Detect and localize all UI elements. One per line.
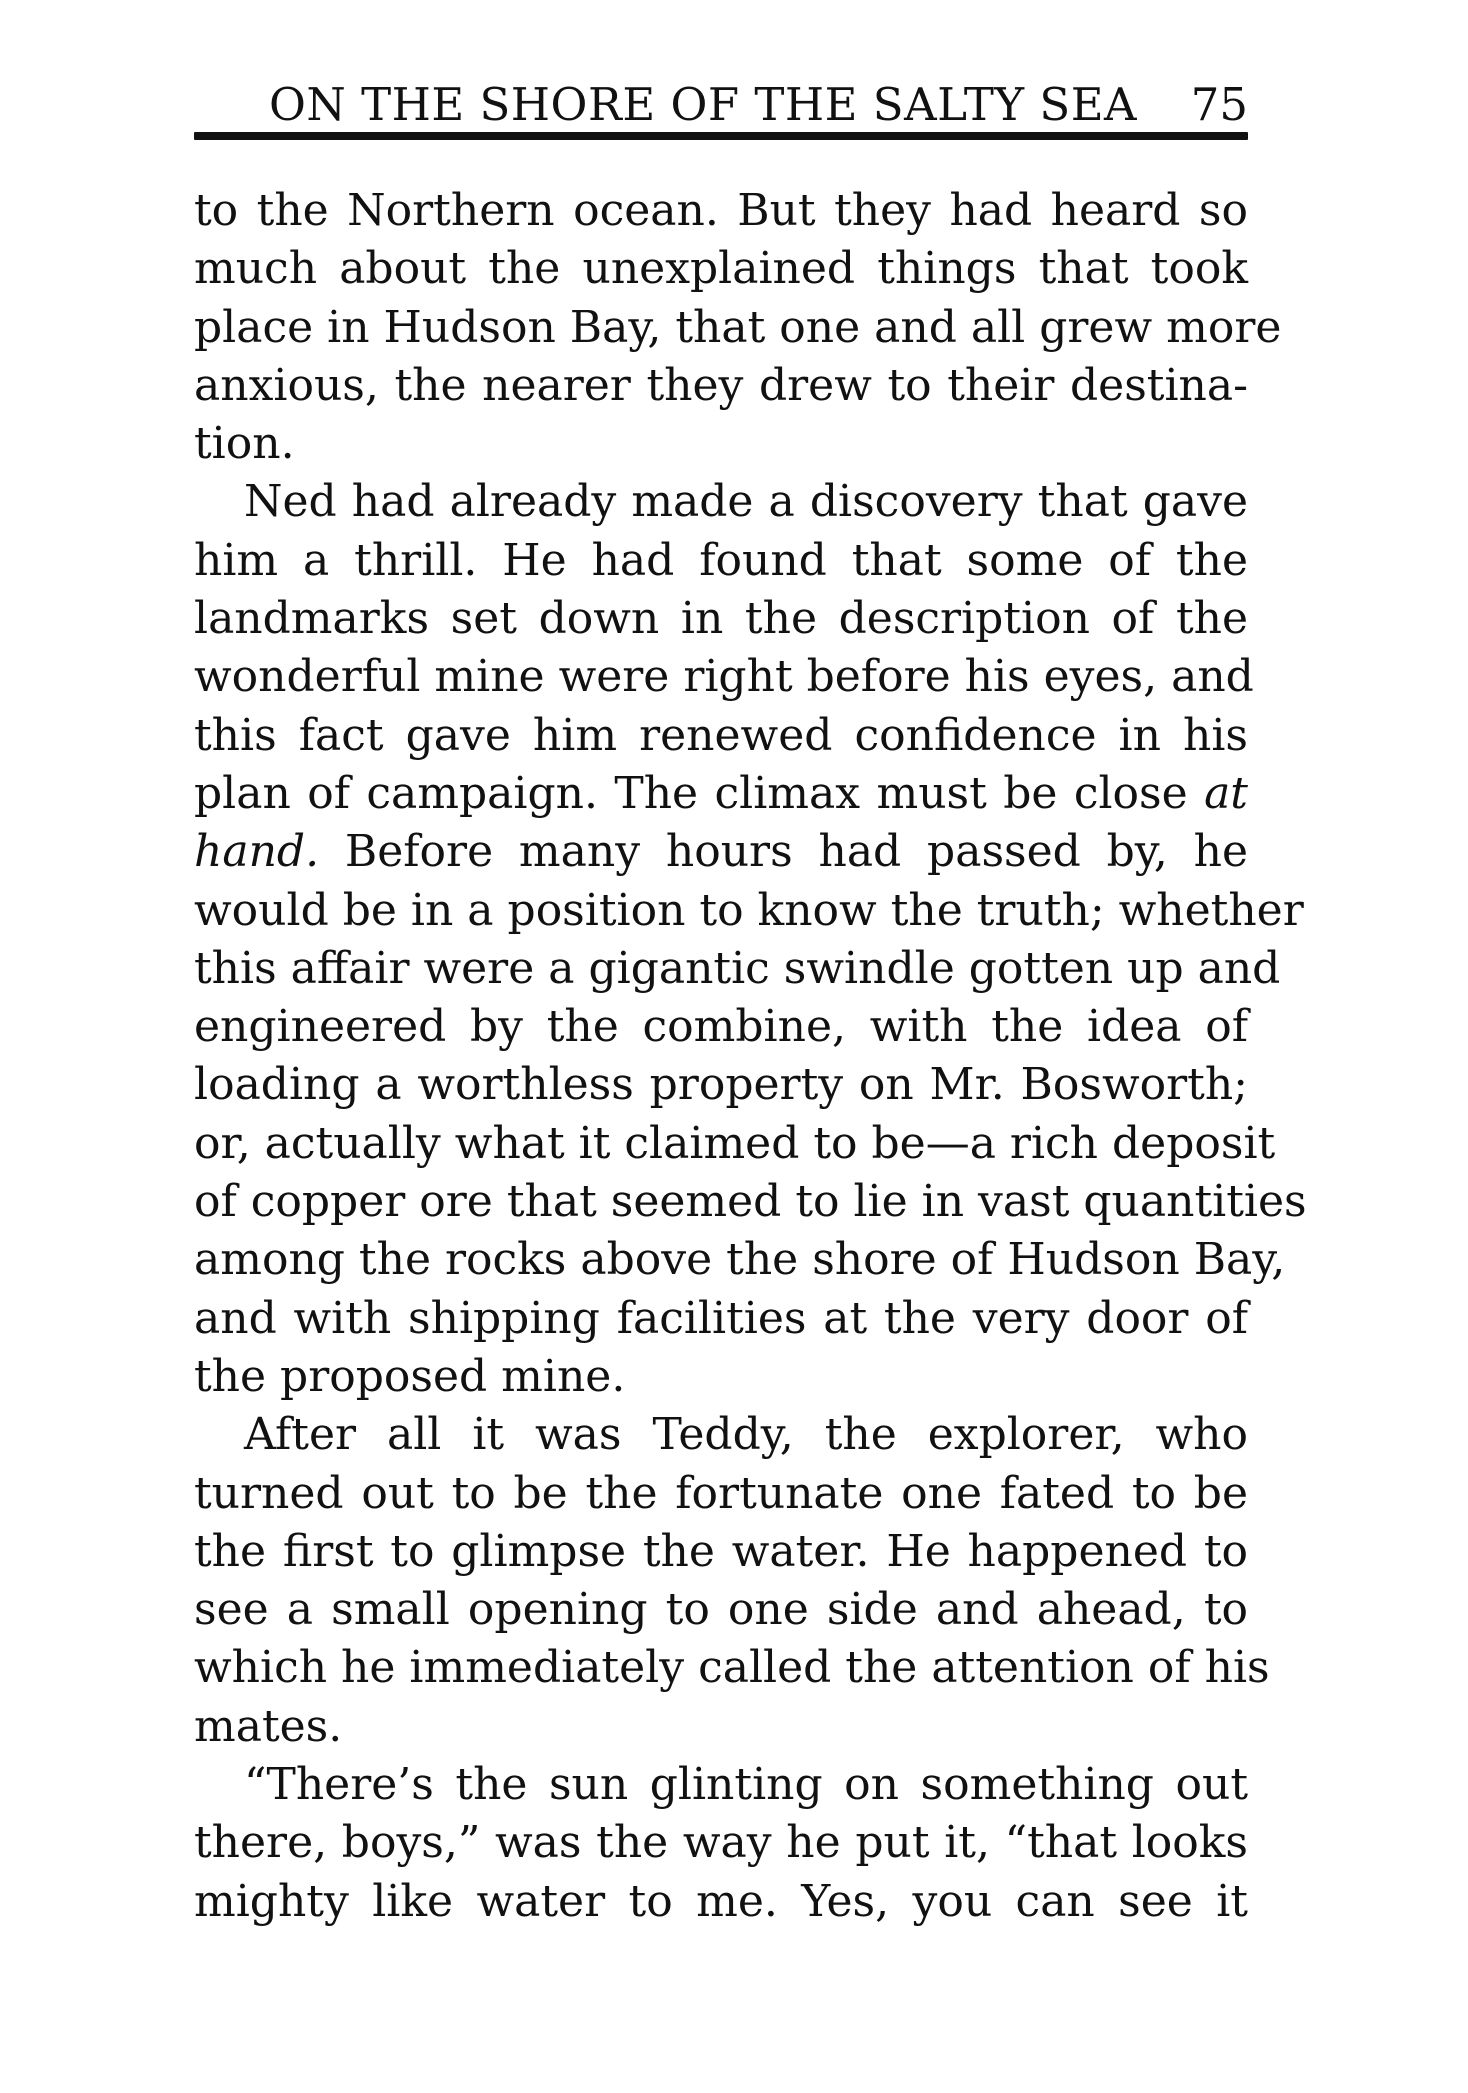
body-text	[194, 182, 1307, 1931]
text-line: loading a worthless property on Mr. Bosworth;	[194, 1059, 1248, 1111]
text-line: Ned had already made a discovery that gave	[244, 476, 1248, 528]
text-line: or, actually what it claimed to be—a rich deposit	[194, 1117, 1276, 1169]
text-line: there, boys,” was the way he put it, “that looks	[194, 1817, 1248, 1869]
text-line: mighty like water to me. Yes, you can see it	[194, 1875, 1248, 1927]
text-line: turned out to be the fortunate one fated to be	[194, 1467, 1248, 1519]
text-line: “There’s the sun glinting on something out	[244, 1759, 1248, 1811]
running-title: ON THE SHORE OF THE SALTY SEA	[269, 78, 1138, 131]
text-line: to the Northern ocean. But they had heard so	[194, 185, 1248, 236]
text-line: this affair were a gigantic swindle gotten up and	[194, 942, 1281, 994]
italic-text: at	[1204, 767, 1248, 819]
text-line: place in Hudson Bay, that one and all grew more	[194, 301, 1282, 353]
text-line: him a thrill. He had found that some of the	[194, 534, 1248, 586]
text-line: anxious, the nearer they drew to their destina-	[194, 359, 1248, 411]
text-line	[194, 765, 1248, 823]
text-line	[194, 823, 1248, 881]
text-segment: Before many hours had passed by, he	[344, 826, 1248, 878]
italic-text: hand.	[194, 826, 320, 878]
text-line: engineered by the combine, with the idea of	[194, 1001, 1248, 1053]
text-segment: plan of campaign. The climax must be close	[194, 767, 1188, 819]
text-line: see a small opening to one side and ahead, to	[194, 1584, 1248, 1636]
text-line: among the rocks above the shore of Hudson Bay,	[194, 1234, 1286, 1286]
text-line: much about the unexplained things that took	[194, 243, 1248, 295]
page-number: 75	[1190, 78, 1248, 131]
text-line: and with shipping facilities at the very door of	[194, 1292, 1248, 1344]
text-line: mates.	[194, 1700, 343, 1752]
text-line: would be in a position to know the truth; whether	[194, 884, 1304, 936]
text-line: of copper ore that seemed to lie in vast quantities	[194, 1176, 1307, 1228]
text-line: wonderful mine were right before his eyes, and	[194, 651, 1254, 703]
text-line: landmarks set down in the description of the	[194, 593, 1248, 645]
running-head	[194, 78, 1248, 138]
text-line: the first to glimpse the water. He happened to	[194, 1525, 1248, 1577]
header-rule	[194, 132, 1248, 140]
text-line: which he immediately called the attention of his	[194, 1642, 1270, 1694]
text-line: the proposed mine.	[194, 1350, 626, 1402]
text-line: After all it was Teddy, the explorer, who	[244, 1409, 1248, 1461]
text-line: this fact gave him renewed confidence in his	[194, 709, 1248, 761]
text-line: tion.	[194, 418, 295, 470]
